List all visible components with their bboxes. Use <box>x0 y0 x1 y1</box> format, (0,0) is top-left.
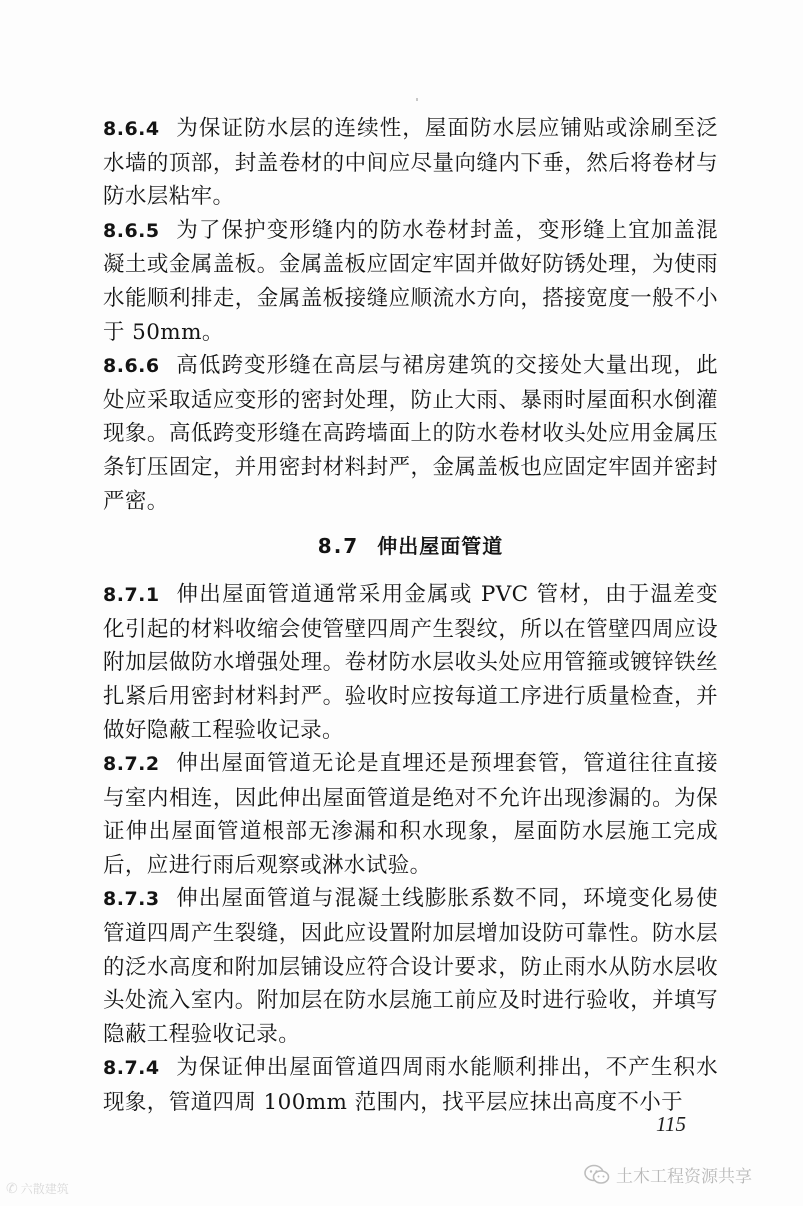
section-number: 8.7 <box>317 534 360 559</box>
clause-8-6-5 <box>103 214 718 349</box>
page-number: 115 <box>656 1112 686 1136</box>
phone-icon: ✆ <box>6 1180 18 1197</box>
watermark-right <box>584 1162 752 1187</box>
watermark-right-text: 土木工程资源共享 <box>616 1167 752 1187</box>
scan-speck <box>416 98 418 101</box>
clause-text: 为保证伸出屋面管道四周雨水能顺利排出，不产生积水现象，管道四周 100mm 范围内，找平层应抹出高度不小于 <box>103 1055 718 1116</box>
clause-number: 8.7.1 <box>103 584 160 607</box>
clause-8-7-3 <box>103 882 718 1051</box>
watermark-left-text: 六散建筑 <box>20 1182 69 1196</box>
clause-text: 伸出屋面管道通常采用金属或 PVC 管材，由于温差变化引起的材料收缩会使管壁四周产生裂纹，所以在管壁四周应设附加层做防水增强处理。卷材防水层收头处应用管箍或镀锌铁丝扎紧后用密封材料封严。验收时应按每道工序进行质量检查，并做好隐蔽工程验收记录。 <box>103 582 718 743</box>
clause-text: 为保证防水层的连续性，屋面防水层应铺贴或涂刷至泛水墙的顶部，封盖卷材的中间应尽量向缝内下垂，然后将卷材与防水层粘牢。 <box>103 116 718 210</box>
clause-text: 高低跨变形缝在高层与裙房建筑的交接处大量出现，此处应采取适应变形的密封处理，防止大雨、暴雨时屋面积水倒灌现象。高低跨变形缝在高跨墙面上的防水卷材收头处应用金属压条钉压固定，并用密封材料封严，金属盖板也应固定牢固并密封严密。 <box>103 353 718 514</box>
clause-8-7-2 <box>103 747 718 882</box>
clause-text: 伸出屋面管道无论是直埋还是预埋套管，管道往往直接与室内相连，因此伸出屋面管道是绝对不允许出现渗漏的。为保证伸出屋面管道根部无渗漏和积水现象，屋面防水层施工完成后，应进行雨后观察或淋水试验。 <box>103 751 718 878</box>
clause-text: 伸出屋面管道与混凝土线膨胀系数不同，环境变化易使管道四周产生裂缝，因此应设置附加层增加设防可靠性。防水层的泛水高度和附加层铺设应符合设计要求，防止雨水从防水层收头处流入室内。附加层在防水层施工前应及时进行验收，并填写隐蔽工程验收记录。 <box>103 886 718 1047</box>
clause-number: 8.7.4 <box>103 1057 160 1080</box>
clause-number: 8.6.5 <box>103 219 160 242</box>
clause-8-6-4 <box>103 112 718 214</box>
watermark-left <box>6 1180 69 1197</box>
page-content <box>103 112 718 1120</box>
clause-8-7-1 <box>103 578 718 747</box>
section-title: 伸出屋面管道 <box>377 534 504 559</box>
clause-number: 8.7.2 <box>103 753 160 776</box>
clause-number: 8.6.6 <box>103 355 160 378</box>
wechat-icon <box>584 1164 610 1186</box>
clause-8-7-4 <box>103 1051 718 1119</box>
section-heading <box>103 520 718 572</box>
clause-number: 8.7.3 <box>103 888 160 911</box>
clause-number: 8.6.4 <box>103 118 160 140</box>
clause-8-6-6 <box>103 349 718 518</box>
clause-text: 为了保护变形缝内的防水卷材封盖，变形缝上宜加盖混凝土或金属盖板。金属盖板应固定牢固并做好防锈处理，为使雨水能顺利排走，金属盖板接缝应顺流水方向，搭接宽度一般不小于 50mm。 <box>103 217 718 345</box>
